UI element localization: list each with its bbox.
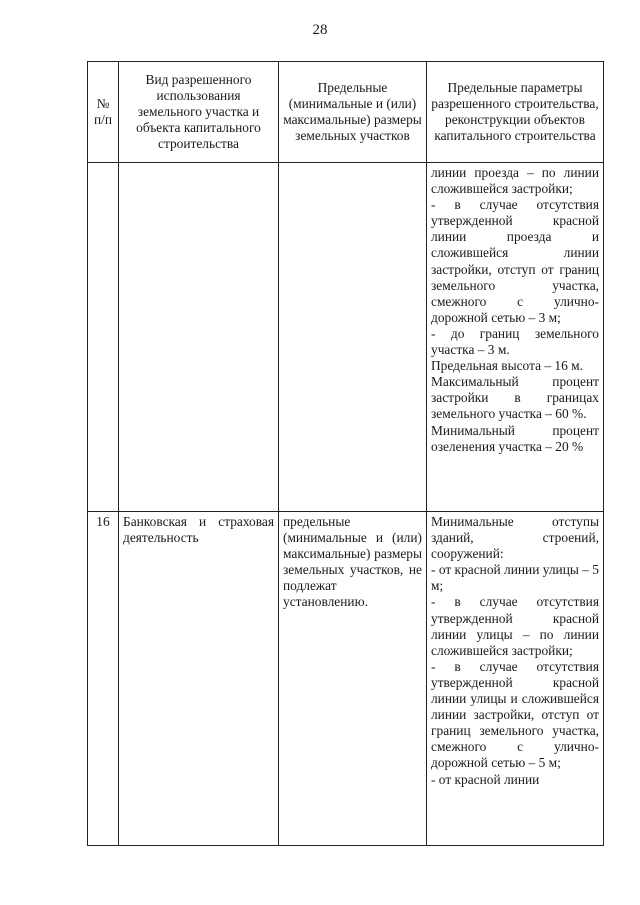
cell-plot-size: предельные (минимальные и (или) максимальные) размеры земельных участков, не подлежат установлению. (279, 512, 427, 846)
cell-construction-parameters (427, 512, 604, 846)
header-construction-parameters: Предельные параметры разрешенного строительства, реконструкции объектов капитального строительства (427, 62, 604, 163)
table-row-16 (88, 512, 604, 846)
cell-permitted-use-type: Банковская и страховая деятельность (119, 512, 279, 846)
page-number: 28 (312, 22, 328, 38)
header-plot-size-limits: Предельные (минимальные и (или) максимальные) размеры земельных участков (279, 62, 427, 163)
params-line: Минимальные отступы зданий, строений, сооружений: (431, 514, 599, 562)
params-line: Предельная высота – 16 м. (431, 358, 583, 374)
params-line: - в случае отсутствия утвержденной красной линии проезда и сложившейся линии застройки, отступ от границ земельного участка, смежного с улично-дорожной сетью – 3 м; (431, 197, 599, 325)
cell-number (88, 163, 119, 512)
cell-construction-parameters (427, 163, 604, 512)
params-line: - от красной линии улицы – 5 м; (431, 562, 599, 594)
params-line: Минимальный процент озеленения участка – 20 % (431, 422, 599, 454)
params-line: - от красной линии (431, 771, 540, 787)
table-row-continuation (88, 163, 604, 512)
land-use-regulations-table (87, 61, 604, 846)
params-line: Максимальный процент застройки в границах земельного участка – 60 %. (431, 374, 599, 422)
header-permitted-use-type: Вид разрешенного использования земельного участка и объекта капитального строительства (119, 62, 279, 163)
table-header-row (88, 62, 604, 163)
params-line: линии проезда – по линии сложившейся застройки; (431, 165, 599, 197)
params-line: - до границ земельного участка – 3 м. (431, 325, 599, 358)
params-line: - в случае отсутствия утвержденной красной линии улицы – по линии сложившейся застройки; (431, 594, 599, 658)
params-line: - в случае отсутствия утвержденной красной линии улицы и сложившейся линии застройки, отступ от границ земельного участка, смежного с улично-дорожной сетью – 5 м; (431, 658, 599, 771)
cell-plot-size (279, 163, 427, 512)
cell-permitted-use-type (119, 163, 279, 512)
header-number: № п/п (88, 62, 119, 163)
cell-number: 16 (88, 512, 119, 846)
